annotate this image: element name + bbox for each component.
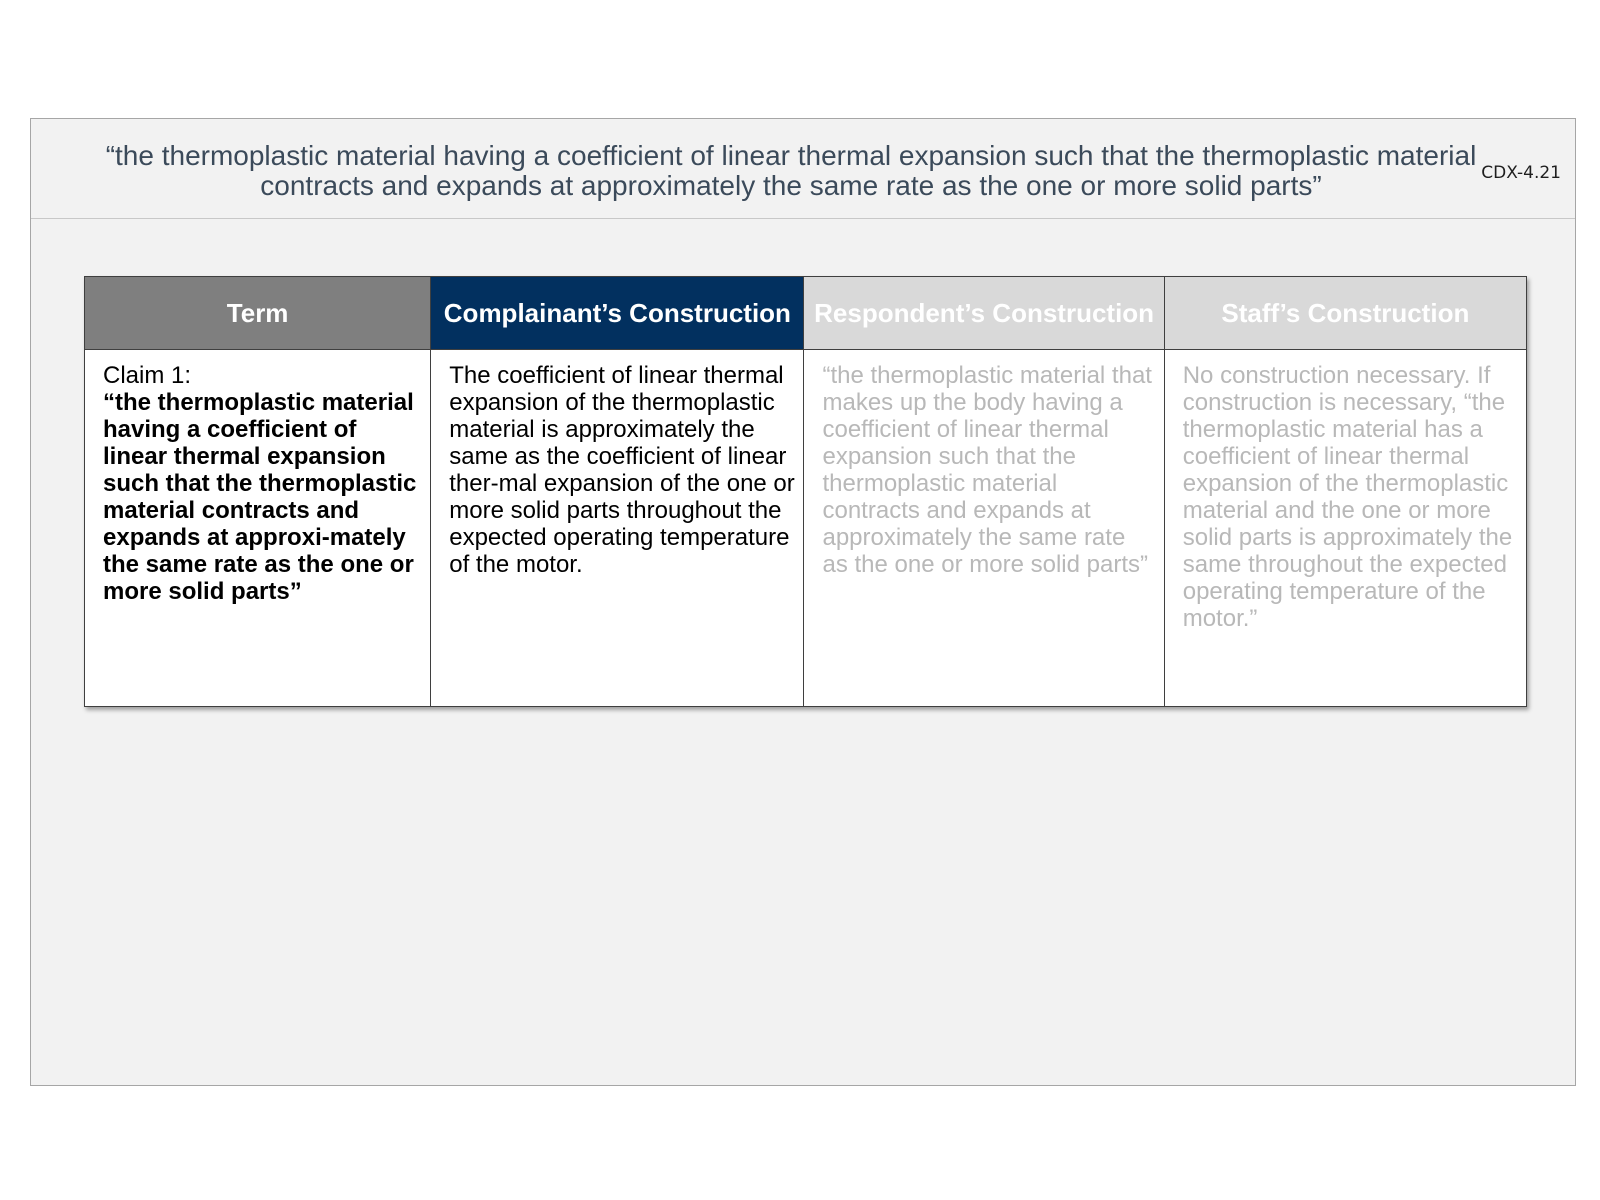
- header-row: [85, 277, 1527, 350]
- header-staff: Staff’s Construction: [1164, 277, 1526, 350]
- cell-term: [85, 350, 431, 707]
- cell-complainant: [431, 350, 804, 707]
- staff-construction: No construction necessary. If construction is necessary, “the thermoplastic material has a coefficient of linear thermal expansion of the thermoplastic material and the one or more solid parts is approximately the same throughout the expected operating temperature of the motor.”: [1182, 362, 1513, 632]
- complainant-construction: The coefficient of linear thermal expansion of the thermoplastic material is approximately the same as the coefficient of linear ther-mal expansion of the one or more solid parts throughout the expected operating temperature of the motor.: [449, 362, 795, 578]
- slide-title: “the thermoplastic material having a coefficient of linear thermal expansion such that the thermoplastic material contracts and expands at approximately the same rate as the one or more solid parts”: [105, 140, 1477, 201]
- exhibit-id: CDX-4.21: [1481, 163, 1561, 183]
- slide-frame: [30, 118, 1576, 1086]
- header-complainant: Complainant’s Construction: [431, 277, 804, 350]
- term-label: Claim 1:: [103, 362, 192, 389]
- respondent-construction: “the thermoplastic material that makes up the body having a coefficient of linear thermal expansion such that the thermoplastic material contracts and expands at approximately the same rate as the one or more solid parts”: [822, 362, 1152, 578]
- term-text: “the thermoplastic material having a coefficient of linear thermal expansion such that the thermoplastic material contracts and expands at approxi-mately the same rate as the one or more solid parts”: [103, 389, 417, 605]
- cell-staff: [1164, 350, 1526, 707]
- title-bar: [31, 119, 1575, 219]
- table-row: [85, 350, 1527, 707]
- header-respondent: Respondent’s Construction: [804, 277, 1164, 350]
- cell-respondent: [804, 350, 1164, 707]
- construction-table: [84, 276, 1527, 707]
- header-term: Term: [85, 277, 431, 350]
